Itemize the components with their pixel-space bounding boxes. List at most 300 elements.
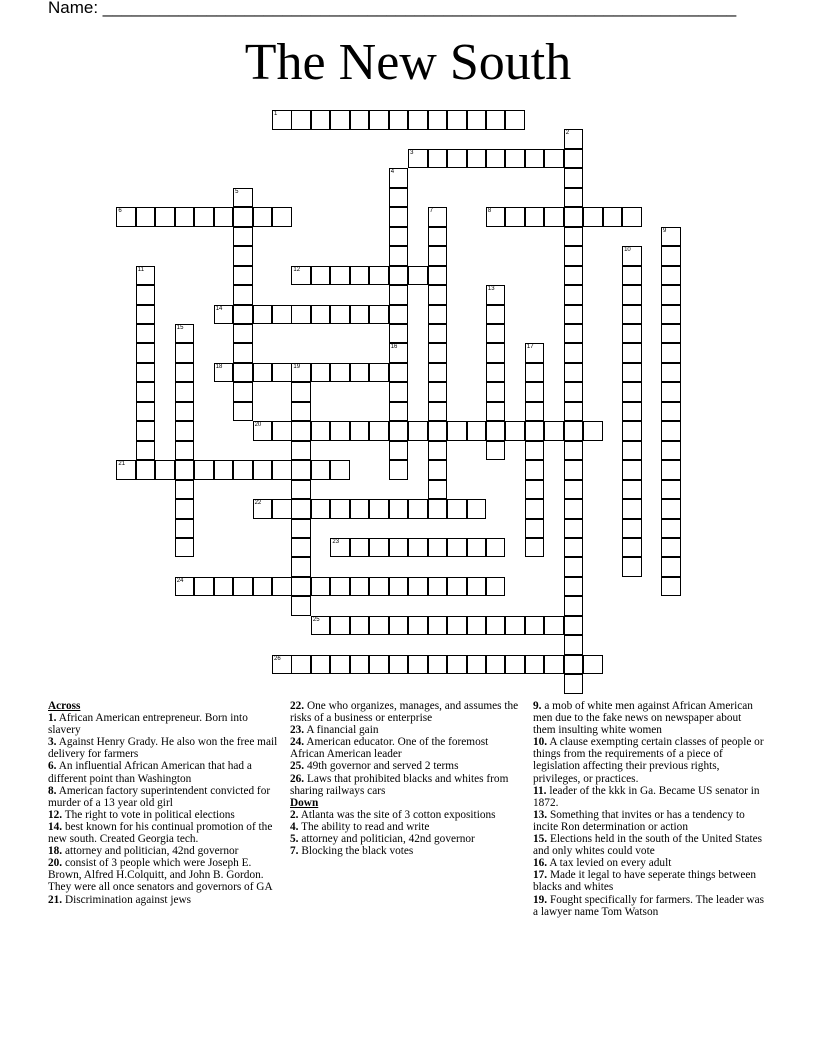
grid-cell[interactable] xyxy=(389,421,409,441)
grid-cell[interactable] xyxy=(233,188,253,208)
grid-cell[interactable] xyxy=(428,227,448,247)
grid-cell[interactable] xyxy=(622,246,642,266)
grid-cell[interactable] xyxy=(486,363,506,383)
grid-cell[interactable] xyxy=(175,460,195,480)
grid-cell[interactable] xyxy=(428,324,448,344)
grid-cell[interactable] xyxy=(603,207,623,227)
grid-cell[interactable] xyxy=(389,168,409,188)
grid-cell[interactable] xyxy=(467,577,487,597)
grid-cell[interactable] xyxy=(233,246,253,266)
grid-cell[interactable] xyxy=(116,207,136,227)
grid-cell[interactable] xyxy=(447,499,467,519)
grid-cell[interactable] xyxy=(622,421,642,441)
grid-cell[interactable] xyxy=(136,441,156,461)
grid-cell[interactable] xyxy=(291,655,311,675)
grid-cell[interactable] xyxy=(583,207,603,227)
grid-cell[interactable] xyxy=(447,110,467,130)
grid-cell[interactable] xyxy=(525,421,545,441)
grid-cell[interactable] xyxy=(564,460,584,480)
grid-cell[interactable] xyxy=(369,305,389,325)
grid-cell[interactable] xyxy=(272,363,292,383)
grid-cell[interactable] xyxy=(389,343,409,363)
grid-cell[interactable] xyxy=(661,421,681,441)
grid-cell[interactable] xyxy=(311,655,331,675)
grid-cell[interactable] xyxy=(233,207,253,227)
grid-cell[interactable] xyxy=(622,324,642,344)
grid-cell[interactable] xyxy=(564,519,584,539)
grid-cell[interactable] xyxy=(622,557,642,577)
grid-cell[interactable] xyxy=(408,266,428,286)
grid-cell[interactable] xyxy=(311,110,331,130)
grid-cell[interactable] xyxy=(661,324,681,344)
grid-cell[interactable] xyxy=(544,207,564,227)
grid-cell[interactable] xyxy=(272,110,292,130)
grid-cell[interactable] xyxy=(116,460,136,480)
grid-cell[interactable] xyxy=(175,538,195,558)
grid-cell[interactable] xyxy=(486,305,506,325)
grid-cell[interactable] xyxy=(428,460,448,480)
grid-cell[interactable] xyxy=(233,305,253,325)
grid-cell[interactable] xyxy=(214,363,234,383)
grid-cell[interactable] xyxy=(564,596,584,616)
grid-cell[interactable] xyxy=(622,363,642,383)
grid-cell[interactable] xyxy=(136,402,156,422)
grid-cell[interactable] xyxy=(311,616,331,636)
grid-cell[interactable] xyxy=(622,266,642,286)
grid-cell[interactable] xyxy=(564,343,584,363)
grid-cell[interactable] xyxy=(544,655,564,675)
grid-cell[interactable] xyxy=(428,480,448,500)
grid-cell[interactable] xyxy=(175,382,195,402)
grid-cell[interactable] xyxy=(622,460,642,480)
grid-cell[interactable] xyxy=(233,227,253,247)
grid-cell[interactable] xyxy=(253,305,273,325)
grid-cell[interactable] xyxy=(291,538,311,558)
grid-cell[interactable] xyxy=(564,538,584,558)
grid-cell[interactable] xyxy=(661,402,681,422)
grid-cell[interactable] xyxy=(564,616,584,636)
grid-cell[interactable] xyxy=(291,577,311,597)
grid-cell[interactable] xyxy=(622,538,642,558)
grid-cell[interactable] xyxy=(291,266,311,286)
grid-cell[interactable] xyxy=(447,149,467,169)
grid-cell[interactable] xyxy=(291,402,311,422)
grid-cell[interactable] xyxy=(389,246,409,266)
grid-cell[interactable] xyxy=(622,441,642,461)
grid-cell[interactable] xyxy=(505,110,525,130)
grid-cell[interactable] xyxy=(428,266,448,286)
grid-cell[interactable] xyxy=(175,577,195,597)
grid-cell[interactable] xyxy=(622,207,642,227)
grid-cell[interactable] xyxy=(175,207,195,227)
grid-cell[interactable] xyxy=(272,460,292,480)
grid-cell[interactable] xyxy=(564,363,584,383)
grid-cell[interactable] xyxy=(622,305,642,325)
grid-cell[interactable] xyxy=(330,305,350,325)
grid-cell[interactable] xyxy=(505,149,525,169)
grid-cell[interactable] xyxy=(311,363,331,383)
grid-cell[interactable] xyxy=(233,460,253,480)
grid-cell[interactable] xyxy=(175,519,195,539)
grid-cell[interactable] xyxy=(564,499,584,519)
grid-cell[interactable] xyxy=(311,499,331,519)
grid-cell[interactable] xyxy=(661,499,681,519)
grid-cell[interactable] xyxy=(467,538,487,558)
grid-cell[interactable] xyxy=(311,460,331,480)
grid-cell[interactable] xyxy=(175,402,195,422)
grid-cell[interactable] xyxy=(175,480,195,500)
grid-cell[interactable] xyxy=(525,363,545,383)
grid-cell[interactable] xyxy=(447,577,467,597)
grid-cell[interactable] xyxy=(233,363,253,383)
grid-cell[interactable] xyxy=(136,266,156,286)
grid-cell[interactable] xyxy=(253,499,273,519)
grid-cell[interactable] xyxy=(486,324,506,344)
grid-cell[interactable] xyxy=(214,305,234,325)
grid-cell[interactable] xyxy=(389,460,409,480)
grid-cell[interactable] xyxy=(291,421,311,441)
grid-cell[interactable] xyxy=(350,577,370,597)
grid-cell[interactable] xyxy=(622,499,642,519)
grid-cell[interactable] xyxy=(544,616,564,636)
grid-cell[interactable] xyxy=(233,285,253,305)
grid-cell[interactable] xyxy=(136,343,156,363)
grid-cell[interactable] xyxy=(311,577,331,597)
grid-cell[interactable] xyxy=(564,674,584,694)
grid-cell[interactable] xyxy=(389,324,409,344)
grid-cell[interactable] xyxy=(291,110,311,130)
grid-cell[interactable] xyxy=(564,577,584,597)
grid-cell[interactable] xyxy=(350,499,370,519)
grid-cell[interactable] xyxy=(194,207,214,227)
grid-cell[interactable] xyxy=(622,343,642,363)
grid-cell[interactable] xyxy=(622,480,642,500)
grid-cell[interactable] xyxy=(369,538,389,558)
grid-cell[interactable] xyxy=(661,285,681,305)
grid-cell[interactable] xyxy=(389,382,409,402)
grid-cell[interactable] xyxy=(622,519,642,539)
grid-cell[interactable] xyxy=(486,110,506,130)
grid-cell[interactable] xyxy=(661,305,681,325)
grid-cell[interactable] xyxy=(428,421,448,441)
grid-cell[interactable] xyxy=(525,655,545,675)
grid-cell[interactable] xyxy=(214,577,234,597)
grid-cell[interactable] xyxy=(233,382,253,402)
grid-cell[interactable] xyxy=(564,402,584,422)
grid-cell[interactable] xyxy=(525,519,545,539)
grid-cell[interactable] xyxy=(467,616,487,636)
grid-cell[interactable] xyxy=(428,363,448,383)
grid-cell[interactable] xyxy=(564,480,584,500)
grid-cell[interactable] xyxy=(175,363,195,383)
grid-cell[interactable] xyxy=(428,402,448,422)
grid-cell[interactable] xyxy=(291,480,311,500)
grid-cell[interactable] xyxy=(661,246,681,266)
grid-cell[interactable] xyxy=(505,616,525,636)
grid-cell[interactable] xyxy=(661,363,681,383)
grid-cell[interactable] xyxy=(175,441,195,461)
grid-cell[interactable] xyxy=(369,616,389,636)
grid-cell[interactable] xyxy=(408,149,428,169)
grid-cell[interactable] xyxy=(136,285,156,305)
grid-cell[interactable] xyxy=(564,129,584,149)
grid-cell[interactable] xyxy=(583,421,603,441)
grid-cell[interactable] xyxy=(291,363,311,383)
grid-cell[interactable] xyxy=(136,421,156,441)
grid-cell[interactable] xyxy=(253,421,273,441)
grid-cell[interactable] xyxy=(389,441,409,461)
grid-cell[interactable] xyxy=(155,460,175,480)
grid-cell[interactable] xyxy=(428,285,448,305)
grid-cell[interactable] xyxy=(525,480,545,500)
grid-cell[interactable] xyxy=(564,227,584,247)
grid-cell[interactable] xyxy=(330,538,350,558)
grid-cell[interactable] xyxy=(564,421,584,441)
grid-cell[interactable] xyxy=(428,246,448,266)
grid-cell[interactable] xyxy=(564,441,584,461)
grid-cell[interactable] xyxy=(428,382,448,402)
grid-cell[interactable] xyxy=(330,266,350,286)
grid-cell[interactable] xyxy=(564,266,584,286)
grid-cell[interactable] xyxy=(467,110,487,130)
grid-cell[interactable] xyxy=(389,207,409,227)
grid-cell[interactable] xyxy=(330,499,350,519)
grid-cell[interactable] xyxy=(291,557,311,577)
grid-cell[interactable] xyxy=(525,499,545,519)
grid-cell[interactable] xyxy=(525,402,545,422)
grid-cell[interactable] xyxy=(486,655,506,675)
grid-cell[interactable] xyxy=(408,538,428,558)
grid-cell[interactable] xyxy=(564,305,584,325)
grid-cell[interactable] xyxy=(408,577,428,597)
grid-cell[interactable] xyxy=(661,480,681,500)
grid-cell[interactable] xyxy=(272,207,292,227)
grid-cell[interactable] xyxy=(389,305,409,325)
grid-cell[interactable] xyxy=(467,499,487,519)
grid-cell[interactable] xyxy=(369,110,389,130)
grid-cell[interactable] xyxy=(369,499,389,519)
grid-cell[interactable] xyxy=(136,363,156,383)
grid-cell[interactable] xyxy=(564,635,584,655)
grid-cell[interactable] xyxy=(233,324,253,344)
grid-cell[interactable] xyxy=(291,499,311,519)
grid-cell[interactable] xyxy=(311,266,331,286)
grid-cell[interactable] xyxy=(291,441,311,461)
grid-cell[interactable] xyxy=(408,616,428,636)
grid-cell[interactable] xyxy=(544,149,564,169)
grid-cell[interactable] xyxy=(661,519,681,539)
grid-cell[interactable] xyxy=(136,382,156,402)
grid-cell[interactable] xyxy=(350,110,370,130)
grid-cell[interactable] xyxy=(661,227,681,247)
grid-cell[interactable] xyxy=(330,110,350,130)
grid-cell[interactable] xyxy=(622,402,642,422)
grid-cell[interactable] xyxy=(311,421,331,441)
grid-cell[interactable] xyxy=(486,382,506,402)
grid-cell[interactable] xyxy=(428,499,448,519)
grid-cell[interactable] xyxy=(564,246,584,266)
grid-cell[interactable] xyxy=(350,616,370,636)
grid-cell[interactable] xyxy=(389,499,409,519)
grid-cell[interactable] xyxy=(214,460,234,480)
grid-cell[interactable] xyxy=(389,227,409,247)
grid-cell[interactable] xyxy=(564,382,584,402)
grid-cell[interactable] xyxy=(428,441,448,461)
grid-cell[interactable] xyxy=(486,149,506,169)
grid-cell[interactable] xyxy=(486,207,506,227)
grid-cell[interactable] xyxy=(389,616,409,636)
grid-cell[interactable] xyxy=(467,421,487,441)
grid-cell[interactable] xyxy=(486,343,506,363)
grid-cell[interactable] xyxy=(505,421,525,441)
grid-cell[interactable] xyxy=(194,460,214,480)
grid-cell[interactable] xyxy=(272,421,292,441)
grid-cell[interactable] xyxy=(428,207,448,227)
grid-cell[interactable] xyxy=(525,616,545,636)
grid-cell[interactable] xyxy=(253,207,273,227)
name-field[interactable]: Name: ___________________________________________________________________ xyxy=(48,0,737,17)
grid-cell[interactable] xyxy=(661,343,681,363)
grid-cell[interactable] xyxy=(486,441,506,461)
grid-cell[interactable] xyxy=(447,421,467,441)
grid-cell[interactable] xyxy=(564,285,584,305)
grid-cell[interactable] xyxy=(233,577,253,597)
grid-cell[interactable] xyxy=(291,460,311,480)
grid-cell[interactable] xyxy=(311,305,331,325)
grid-cell[interactable] xyxy=(505,655,525,675)
grid-cell[interactable] xyxy=(389,110,409,130)
grid-cell[interactable] xyxy=(428,616,448,636)
grid-cell[interactable] xyxy=(253,460,273,480)
grid-cell[interactable] xyxy=(564,557,584,577)
grid-cell[interactable] xyxy=(369,363,389,383)
grid-cell[interactable] xyxy=(330,655,350,675)
grid-cell[interactable] xyxy=(136,305,156,325)
grid-cell[interactable] xyxy=(330,577,350,597)
grid-cell[interactable] xyxy=(175,324,195,344)
grid-cell[interactable] xyxy=(175,421,195,441)
grid-cell[interactable] xyxy=(350,363,370,383)
grid-cell[interactable] xyxy=(661,441,681,461)
grid-cell[interactable] xyxy=(467,149,487,169)
grid-cell[interactable] xyxy=(428,655,448,675)
grid-cell[interactable] xyxy=(486,285,506,305)
grid-cell[interactable] xyxy=(369,577,389,597)
grid-cell[interactable] xyxy=(330,421,350,441)
grid-cell[interactable] xyxy=(214,207,234,227)
grid-cell[interactable] xyxy=(350,305,370,325)
grid-cell[interactable] xyxy=(447,655,467,675)
grid-cell[interactable] xyxy=(525,149,545,169)
grid-cell[interactable] xyxy=(272,499,292,519)
grid-cell[interactable] xyxy=(622,382,642,402)
grid-cell[interactable] xyxy=(525,460,545,480)
grid-cell[interactable] xyxy=(389,188,409,208)
grid-cell[interactable] xyxy=(389,655,409,675)
grid-cell[interactable] xyxy=(661,266,681,286)
grid-cell[interactable] xyxy=(408,421,428,441)
grid-cell[interactable] xyxy=(253,577,273,597)
grid-cell[interactable] xyxy=(330,363,350,383)
grid-cell[interactable] xyxy=(564,324,584,344)
grid-cell[interactable] xyxy=(486,421,506,441)
grid-cell[interactable] xyxy=(486,577,506,597)
grid-cell[interactable] xyxy=(272,655,292,675)
grid-cell[interactable] xyxy=(525,441,545,461)
grid-cell[interactable] xyxy=(661,557,681,577)
grid-cell[interactable] xyxy=(194,577,214,597)
grid-cell[interactable] xyxy=(272,305,292,325)
grid-cell[interactable] xyxy=(389,363,409,383)
grid-cell[interactable] xyxy=(544,421,564,441)
grid-cell[interactable] xyxy=(486,538,506,558)
grid-cell[interactable] xyxy=(175,343,195,363)
grid-cell[interactable] xyxy=(428,305,448,325)
grid-cell[interactable] xyxy=(291,596,311,616)
grid-cell[interactable] xyxy=(486,616,506,636)
grid-cell[interactable] xyxy=(350,655,370,675)
grid-cell[interactable] xyxy=(447,616,467,636)
grid-cell[interactable] xyxy=(525,382,545,402)
grid-cell[interactable] xyxy=(369,421,389,441)
grid-cell[interactable] xyxy=(389,577,409,597)
grid-cell[interactable] xyxy=(233,343,253,363)
grid-cell[interactable] xyxy=(564,168,584,188)
grid-cell[interactable] xyxy=(428,538,448,558)
grid-cell[interactable] xyxy=(525,538,545,558)
grid-cell[interactable] xyxy=(408,655,428,675)
grid-cell[interactable] xyxy=(136,460,156,480)
grid-cell[interactable] xyxy=(564,655,584,675)
grid-cell[interactable] xyxy=(486,402,506,422)
grid-cell[interactable] xyxy=(447,538,467,558)
grid-cell[interactable] xyxy=(525,207,545,227)
grid-cell[interactable] xyxy=(661,382,681,402)
grid-cell[interactable] xyxy=(467,655,487,675)
grid-cell[interactable] xyxy=(428,110,448,130)
grid-cell[interactable] xyxy=(350,266,370,286)
grid-cell[interactable] xyxy=(369,655,389,675)
grid-cell[interactable] xyxy=(428,343,448,363)
grid-cell[interactable] xyxy=(389,266,409,286)
grid-cell[interactable] xyxy=(369,266,389,286)
grid-cell[interactable] xyxy=(291,382,311,402)
grid-cell[interactable] xyxy=(564,207,584,227)
grid-cell[interactable] xyxy=(291,519,311,539)
grid-cell[interactable] xyxy=(330,616,350,636)
grid-cell[interactable] xyxy=(155,207,175,227)
grid-cell[interactable] xyxy=(175,499,195,519)
grid-cell[interactable] xyxy=(233,266,253,286)
grid-cell[interactable] xyxy=(389,402,409,422)
grid-cell[interactable] xyxy=(622,285,642,305)
grid-cell[interactable] xyxy=(330,460,350,480)
grid-cell[interactable] xyxy=(564,149,584,169)
grid-cell[interactable] xyxy=(389,285,409,305)
grid-cell[interactable] xyxy=(389,538,409,558)
grid-cell[interactable] xyxy=(408,499,428,519)
grid-cell[interactable] xyxy=(564,188,584,208)
grid-cell[interactable] xyxy=(505,207,525,227)
grid-cell[interactable] xyxy=(661,460,681,480)
grid-cell[interactable] xyxy=(233,402,253,422)
grid-cell[interactable] xyxy=(661,577,681,597)
grid-cell[interactable] xyxy=(428,149,448,169)
grid-cell[interactable] xyxy=(272,577,292,597)
grid-cell[interactable] xyxy=(408,110,428,130)
grid-cell[interactable] xyxy=(428,577,448,597)
grid-cell[interactable] xyxy=(661,538,681,558)
